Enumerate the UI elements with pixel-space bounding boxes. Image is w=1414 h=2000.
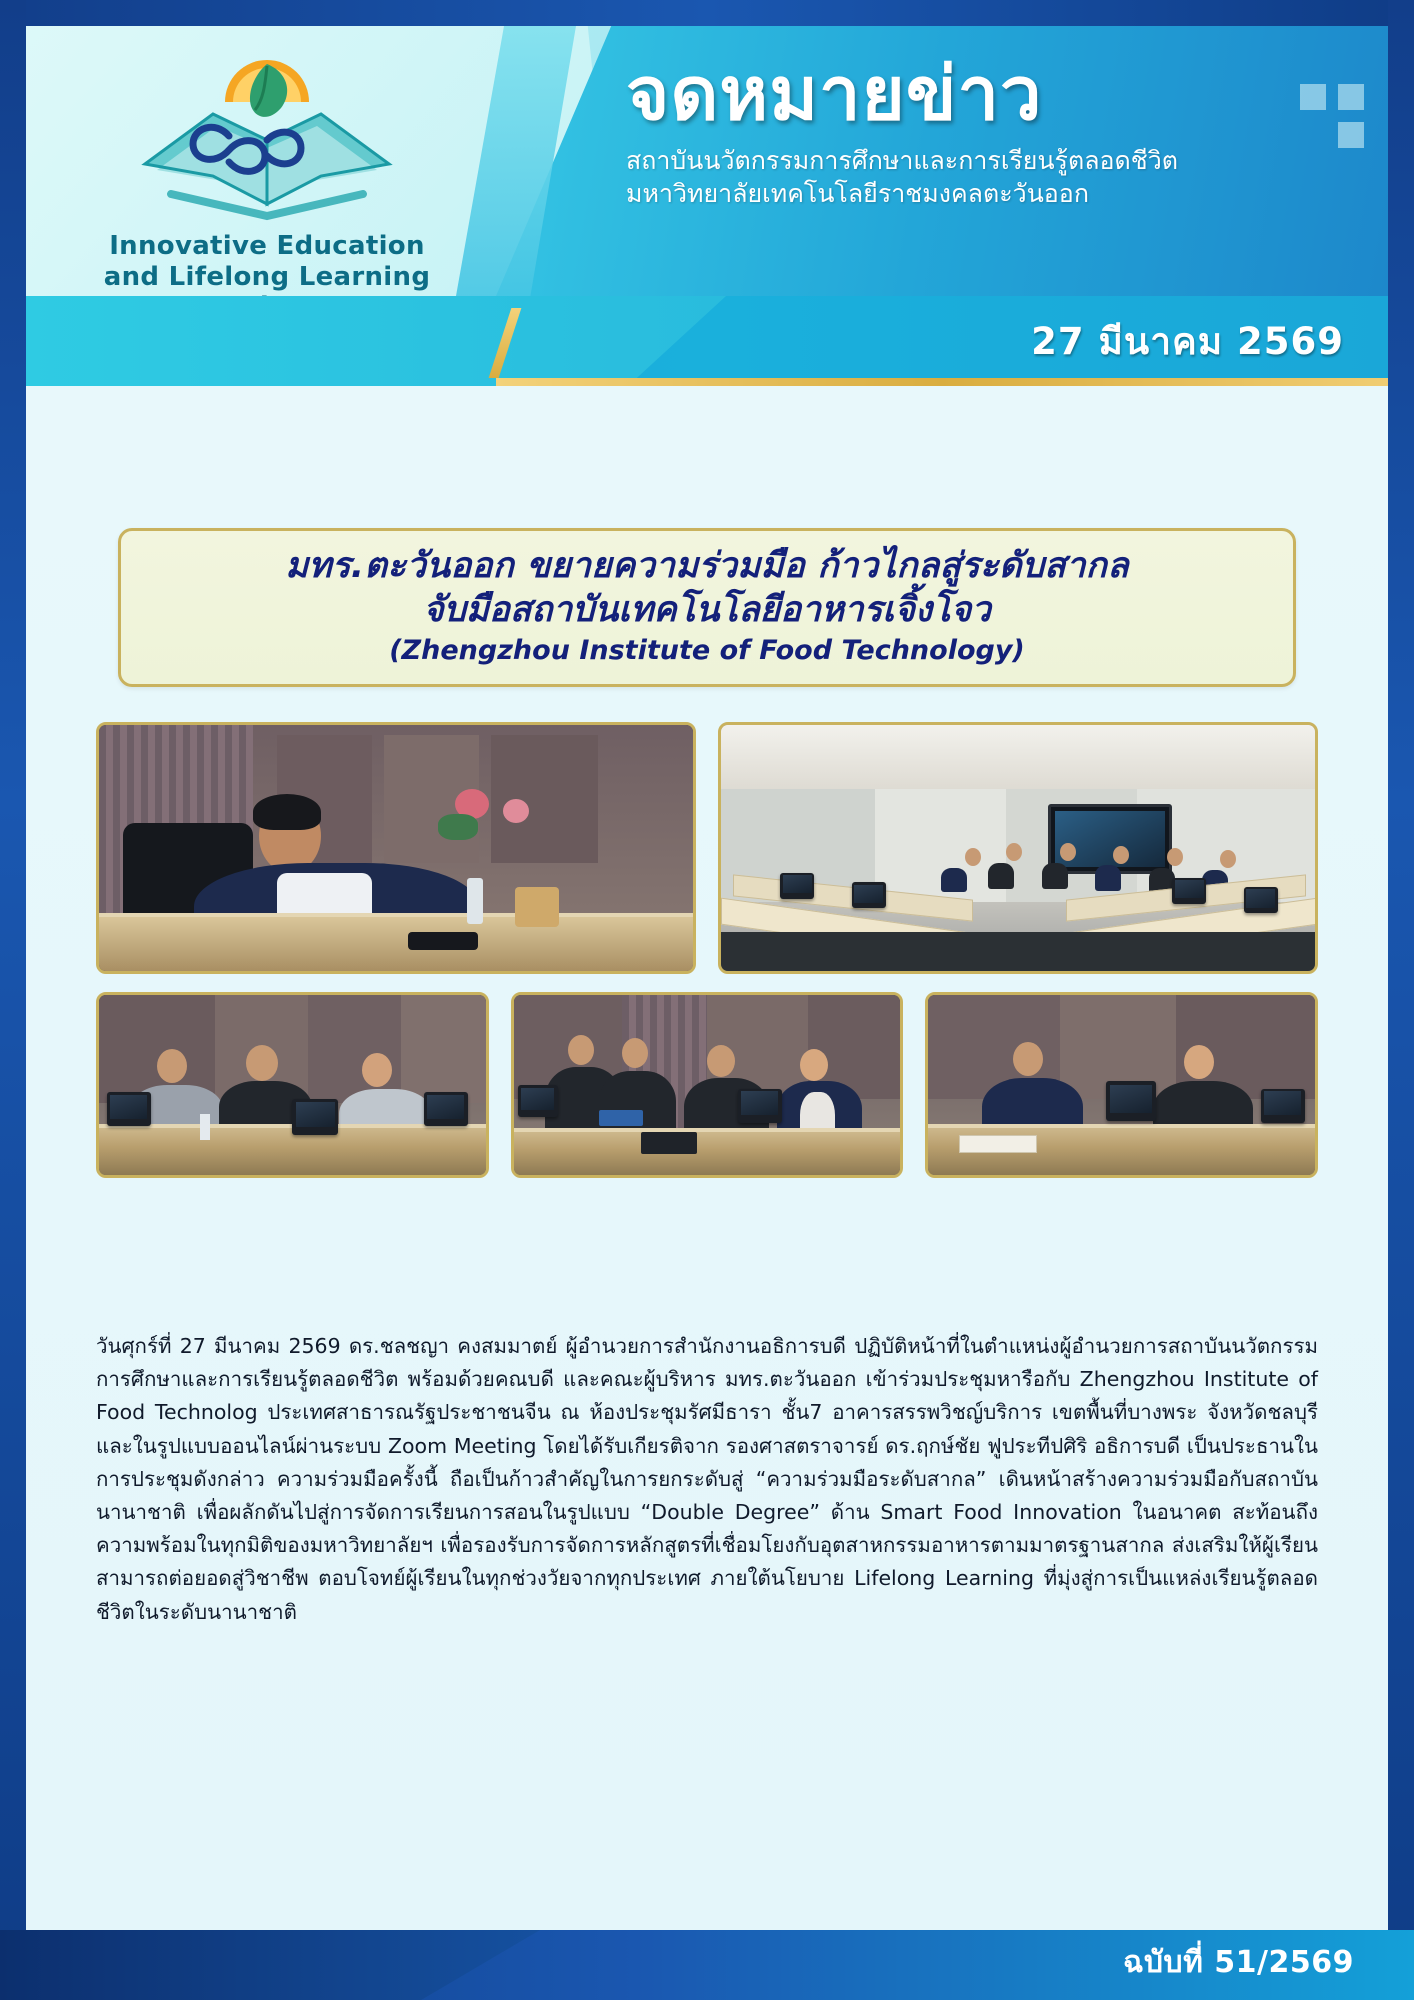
open-book-leaf-icon	[117, 44, 417, 229]
header-bottom-band-left	[26, 296, 726, 386]
photo-5-scene	[928, 995, 1315, 1175]
newsletter-title: จดหมายข่าว	[626, 51, 1043, 137]
logo-text-line2: and Lifelong Learning	[103, 261, 431, 292]
university-name: มหาวิทยาลัยเทคโนโลยีราชมงคลตะวันออก	[626, 179, 1089, 209]
photo-row-top	[96, 722, 1318, 974]
header-title-block	[626, 51, 1352, 211]
photo-row-bottom	[96, 992, 1318, 1178]
page-frame-left	[0, 0, 26, 2000]
publication-date: 27 มีนาคม 2569	[1031, 320, 1344, 363]
photo-gallery	[96, 722, 1318, 1178]
photo-1	[96, 722, 696, 974]
photo-4	[511, 992, 904, 1178]
photo-4-scene	[514, 995, 901, 1175]
headline-line-2: จับมือสถาบันเทคโนโลยีอาหารเจิ้งโจว	[423, 589, 991, 630]
photo-5	[925, 992, 1318, 1178]
photo-1-scene	[99, 725, 693, 971]
headline-line-1: มทร.ตะวันออก ขยายความร่วมมือ ก้าวไกลสู่ระดับสากล	[285, 546, 1129, 586]
headline-box	[118, 528, 1296, 687]
page-frame-top	[0, 0, 1414, 26]
page-frame-right	[1388, 0, 1414, 2000]
institute-logo	[72, 44, 462, 334]
photo-3-scene	[99, 995, 486, 1175]
header-gold-line	[496, 378, 1388, 386]
logo-text-line1: Innovative Education	[109, 231, 425, 261]
photo-2-scene	[721, 725, 1315, 971]
headline-line-3: (Zhengzhou Institute of Food Technology)	[389, 634, 1025, 666]
article-body	[96, 1330, 1318, 1629]
article-paragraph: วันศุกร์ที่ 27 มีนาคม 2569 ดร.ชลชญา คงสมมาตย์ ผู้อำนวยการสำนักงานอธิการบดี ปฏิบัติหน้าที่ในตำแหน่งผู้อำนวยการสถาบันนวัตกรรมการศึกษาและการเรียนรู้ตลอดชีวิต พร้อมด้วยคณบดี และคณะผู้บริหาร มทร.ตะวันออก เข้าร่วมประชุมหารือกับ Zhengzhou Institute of Food Technolog ประเทศสาธารณรัฐประชาชนจีน ณ ห้องประชุมรัศมีธารา ชั้น7 อาคารสรรพวิชญ์บริการ เขตพื้นที่บางพระ จังหวัดชลบุรี และในรูปแบบออนไลน์ผ่านระบบ Zoom Meeting โดยได้รับเกียรติจาก รองศาสตราจารย์ ดร.ฤกษ์ชัย ฟูประทีปศิริ อธิการบดี เป็นประธานในการประชุมดังกล่าว ความร่วมมือครั้งนี้ ถือเป็นก้าวสำคัญในการยกระดับสู่ “ความร่วมมือระดับสากล” เดินหน้าสร้างความร่วมมือกับสถาบันนานาชาติ เพื่อผลักดันไปสู่การจัดการเรียนการสอนในรูปแบบ “Double Degree” ด้าน Smart Food Innovation ในอนาคต สะท้อนถึงความพร้อมในทุกมิติของมหาวิทยาลัยฯ เพื่อรองรับการจัดการหลักสูตรที่เชื่อมโยงกับอุตสาหกรรมอาหารตามมาตรฐานสากล ส่งเสริมให้ผู้เรียนสามารถต่อยอดสู่วิชาชีพ ตอบโจทย์ผู้เรียนในทุกช่วงวัยจากทุกประเทศ ภายใต้นโยบาย Lifelong Learning ที่มุ่งสู่การเป็นแหล่งเรียนรู้ตลอดชีวิตในระดับนานาชาติ	[96, 1334, 1318, 1624]
photo-3	[96, 992, 489, 1178]
institute-name: สถาบันนวัตกรรมการศึกษาและการเรียนรู้ตลอดชีวิต	[626, 145, 1179, 175]
photo-2	[718, 722, 1318, 974]
issue-number: ฉบับที่ 51/2569	[1123, 1945, 1354, 1980]
header-banner	[26, 26, 1388, 386]
logo-mark-icon	[117, 44, 417, 229]
